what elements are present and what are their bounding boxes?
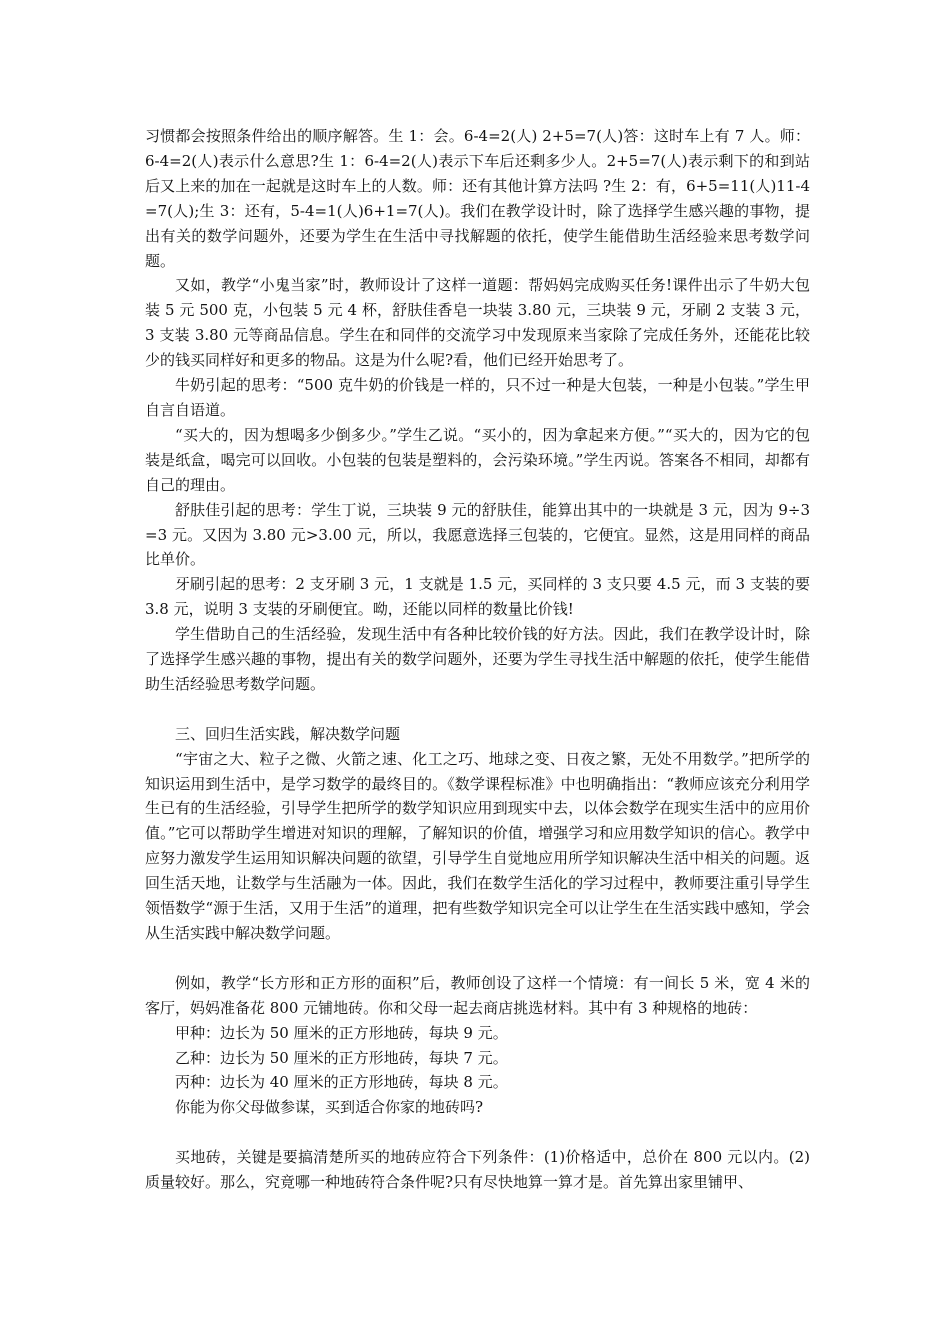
list-item: 乙种：边长为 50 厘米的正方形地砖，每块 7 元。	[175, 1048, 508, 1067]
paragraph: 例如，教学“长方形和正方形的面积”后，教师创设了这样一个情境：有一间长 5 米，宽 4 米的客厅，妈妈准备花 800 元铺地砖。你和父母一起去商店挑选材料。其中有 3 种规格的地砖：	[145, 973, 810, 1017]
paragraph: 牛奶引起的思考：“500 克牛奶的价钱是一样的，只不过一种是大包装，一种是小包装。”学生甲自言自语道。	[145, 376, 810, 419]
paragraph: 习惯都会按照条件给出的顺序解答。生 1：会。6-4=2(人) 2+5=7(人)答：这时车上有 7 人。师：6-4=2(人)表示什么意思?生 1：6-4=2(人)表示下车后还剩多少人。2+5=7(人)表示剩下的和到站后又上来的加在一起就是这时车上的人数。师：还有其他计算方法吗 ?生 2：有，6+5=11(人)11-4=7(人);生 3：还有，5-4=1(人)6+1=7(人)。我们在教学设计时，除了选择学生感兴趣的事物，提出有关的数学问题外，还要为学生在生活中寻找解题的依托，使学生能借助生活经验来思考数学问题。	[145, 127, 810, 270]
paragraph: 学生借助自己的生活经验，发现生活中有各种比较价钱的好方法。因此，我们在教学设计时，除了选择学生感兴趣的事物，提出有关的数学问题外，还要为学生寻找生活中解题的依托，使学生能借助生活经验思考数学问题。	[145, 625, 810, 693]
list-item: 丙种：边长为 40 厘米的正方形地砖，每块 8 元。	[175, 1073, 508, 1092]
section-heading: 三、回归生活实践，解决数学问题	[175, 724, 401, 743]
list-item: 甲种：边长为 50 厘米的正方形地砖，每块 9 元。	[175, 1023, 508, 1042]
paragraph: “宇宙之大、粒子之微、火箭之速、化工之巧、地球之变、日夜之繁，无处不用数学。”把所学的知识运用到生活中，是学习数学的最终目的。《数学课程标准》中也明确指出：“教师应该充分利用学生已有的生活经验，引导学生把所学的数学知识应用到现实中去，以体会数学在现实生活中的应用价值。”它可以帮助学生增进对知识的理解，了解知识的价值，增强学习和应用数学知识的信心。教学中应努力激发学生运用知识解决问题的欲望，引导学生自觉地应用所学知识解决生活中相关的问题。返回生活天地，让数学与生活融为一体。因此，我们在数学生活化的学习过程中，教师要注重引导学生领悟数学“源于生活，又用于生活”的道理，把有些数学知识完全可以让学生在生活实践中感知，学会从生活实践中解决数学问题。	[145, 749, 810, 942]
blank-line	[145, 946, 810, 971]
paragraph: 买地砖，关键是要搞清楚所买的地砖应符合下列条件：(1)价格适中，总价在 800 元以内。(2)质量较好。那么，究竟哪一种地砖符合条件呢?只有尽快地算一算才是。首先算出家里铺甲、	[145, 1148, 810, 1192]
blank-line	[145, 1120, 810, 1145]
paragraph: 你能为你父母做参谋，买到适合你家的地砖吗?	[175, 1098, 484, 1117]
paragraph: “买大的，因为想喝多少倒多少。”学生乙说。“买小的，因为拿起来方便。”“买大的，因为它的包装是纸盒，喝完可以回收。小包装的包装是塑料的，会污染环境。”学生丙说。答案各不相同，却都有自己的理由。	[145, 425, 810, 494]
blank-line	[145, 697, 810, 722]
paragraph: 又如，教学“小鬼当家”时，教师设计了这样一道题：帮妈妈完成购买任务!课件出示了牛奶大包装 5 元 500 克，小包装 5 元 4 杯，舒肤佳香皂一块装 3.80 元，三块装 9 元，牙刷 2 支装 3 元，3 支装 3.80 元等商品信息。学生在和同伴的交流学习中发现原来当家除了完成任务外，还能花比较少的钱买同样好和更多的物品。这是为什么呢?看，他们已经开始思考了。	[145, 276, 810, 370]
paragraph: 牙刷引起的思考：2 支牙刷 3 元，1 支就是 1.5 元，买同样的 3 支只要 4.5 元，而 3 支装的要 3.8 元，说明 3 支装的牙刷便宜。呦，还能以同样的数量比价钱!	[145, 575, 810, 619]
paragraph: 舒肤佳引起的思考：学生丁说，三块装 9 元的舒肤佳，能算出其中的一块就是 3 元，因为 9÷3=3 元。又因为 3.80 元>3.00 元，所以，我愿意选择三包装的，它便宜。显然，这是用同样的商品比单价。	[145, 500, 810, 569]
document-page	[145, 124, 810, 1195]
